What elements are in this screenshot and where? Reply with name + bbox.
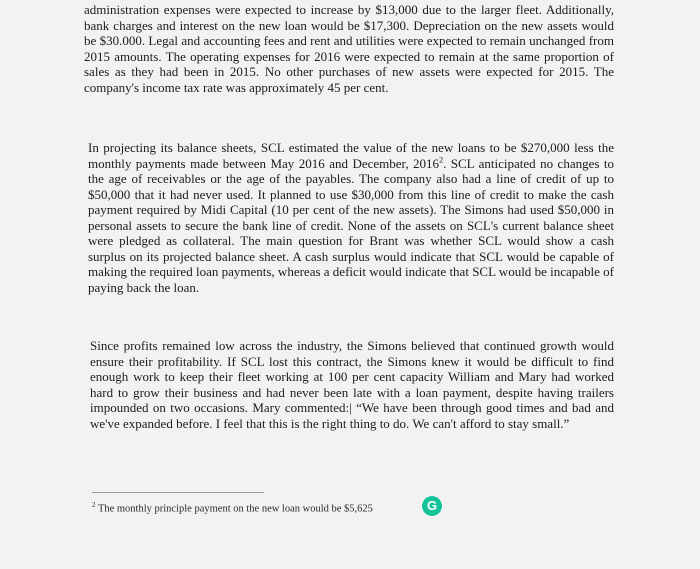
- footnote-reference[interactable]: 2: [439, 155, 444, 165]
- grammarly-icon[interactable]: G: [422, 496, 442, 516]
- footnote-text: The monthly principle payment on the new loan would be $5,625: [97, 503, 373, 515]
- footnote-divider: [92, 492, 264, 493]
- paragraph-expenses: administration expenses were expected to increase by $13,000 due to the larger fleet. Additionally, bank charges and interest on the new loan would be $17,300. Depreciation on the new assets would be $30.000. Legal and accounting fees and rent and utilities were expected to remain unchanged from 2015 amounts. The operating expenses for 2016 were expected to remain at the same proportion of sales as they had been in 2015. No other purchases of new assets were expected for 2015. The company's income tax rate was approximately 45 per cent.: [84, 2, 614, 95]
- paragraph-growth: Since profits remained low across the industry, the Simons believed that continued growth would ensure their profitability. If SCL lost this contract, the Simons knew it would be difficult to find enough work to keep their fleet working at 100 per cent capacity William and Mary had worked hard to grow their business and had never been late with a loan payment, despite having trailers impounded on two occasions. Mary commented:| “We have been through good times and bad and we've expanded before. I feel that this is the right thing to do. We can't afford to stay small.”: [90, 338, 614, 431]
- paragraph-balance-sheet-text-end: . SCL anticipated no changes to the age of receivables or the age of the payables. The company also had a line of credit of up to $50,000 that it had never used. It planned to use $30,000 from this line of credit to make the cash payment required by Midi Capital (10 per cent of the new assets). The Simons had used $50,000 in personal assets to secure the bank line of credit. None of the assets on SCL's current balance sheet were pledged as collateral. The main question for Brant was whether SCL would show a cash surplus on its projected balance sheet. A cash surplus would indicate that SCL would be capable of making the required loan payments, whereas a deficit would indicate that SCL would be incapable of paying back the loan.: [88, 155, 614, 295]
- paragraph-balance-sheet-text-start: In projecting its balance sheets, SCL estimated the value of the new loans to be $270,000 less the monthly payments made between May 2016 and December, 2016: [88, 140, 614, 171]
- footnote: [92, 499, 373, 516]
- footnote-marker: 2: [92, 501, 96, 509]
- paragraph-balance-sheet: [88, 140, 614, 295]
